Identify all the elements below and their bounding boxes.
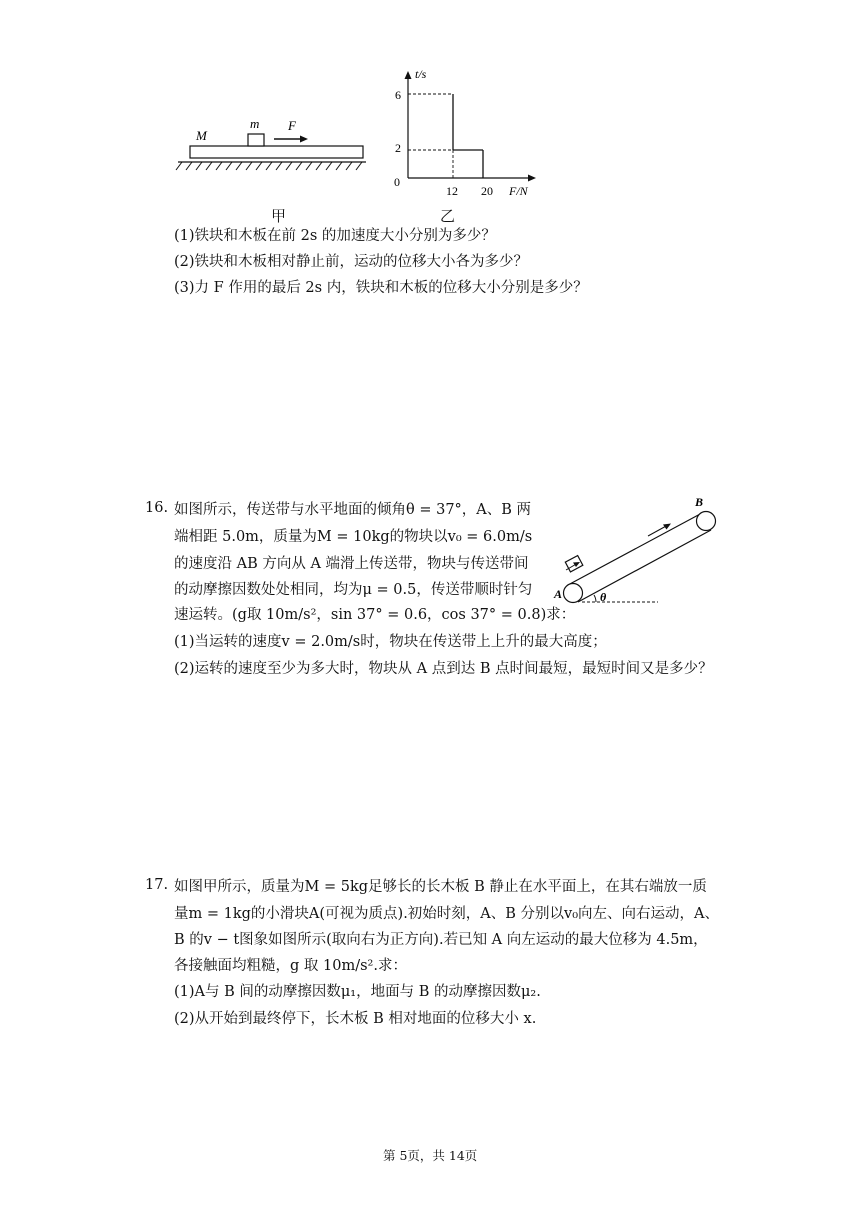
belt-bottom-edge	[578, 530, 711, 602]
label-M: M	[196, 128, 207, 143]
angle-arc	[594, 595, 596, 602]
label-theta: θ	[600, 590, 607, 604]
label-m: m	[250, 116, 260, 131]
label-A: A	[554, 587, 563, 601]
q17-line-4: 各接触面均粗糙，g 取 10m/s².求：	[174, 958, 407, 974]
label-F: F	[288, 118, 296, 133]
y-tick-6: 6	[395, 88, 401, 102]
ground-hatch	[176, 162, 362, 170]
x-tick-20: 20	[481, 184, 493, 198]
q16-line-5: 速运转。(g取 10m/s²，sin 37° = 0.6，cos 37° = 0.8)求：	[174, 607, 576, 623]
q16-line-4: 的动摩擦因数处处相同，均为μ = 0.5，传送带顺时针匀	[174, 582, 533, 598]
x-axis-arrow	[528, 175, 536, 182]
q16-part-2: (2)运转的速度至少为多大时，物块从 A 点到达 B 点时间最短，最短时间又是多少？	[174, 661, 713, 677]
y-tick-2: 2	[395, 141, 401, 155]
q16-line-1: 如图所示，传送带与水平地面的倾角θ = 37°，A、B 两	[174, 502, 532, 518]
page-footer: 第 5页，共 14页	[383, 1148, 478, 1163]
q16-line-3: 的速度沿 AB 方向从 A 端滑上传送带，物块与传送带间	[174, 556, 529, 572]
q17-line-1: 如图甲所示，质量为M = 5kg足够长的长木板 B 静止在水平面上，在其右端放一质	[174, 879, 707, 895]
caption-yi: 乙	[440, 207, 456, 225]
y-axis-arrow	[405, 71, 412, 79]
force-arrow-head	[300, 136, 308, 143]
q17-part-2: (2)从开始到最终停下，长木板 B 相对地面的位移大小 x.	[174, 1011, 537, 1027]
label-B: B	[695, 495, 704, 509]
conveyor-figure	[548, 490, 728, 615]
x-axis-label: F/N	[509, 184, 528, 198]
q15-part-1: (1)铁块和木板在前 2s 的加速度大小分别为多少？	[174, 228, 496, 244]
q16-part-1: (1)当运转的速度v = 2.0m/s时，物块在传送带上上升的最大高度；	[174, 634, 607, 650]
block-m	[248, 134, 264, 146]
caption-jia: 甲	[271, 207, 287, 225]
q16-number: 16.	[145, 500, 169, 516]
q17-part-1: (1)A与 B 间的动摩擦因数μ₁，地面与 B 的动摩擦因数μ₂.	[174, 984, 541, 1000]
q17-line-3: B 的v − t图象如图所示(取向右为正方向).若已知 A 向左运动的最大位移为 4.5m，	[174, 932, 708, 948]
q15-part-3: (3)力 F 作用的最后 2s 内，铁块和木板的位移大小分别是多少？	[174, 280, 588, 296]
q15-part-2: (2)铁块和木板相对静止前，运动的位移大小各为多少？	[174, 254, 529, 270]
figure-jia	[170, 110, 370, 178]
q17-line-2: 量m = 1kg的小滑块A(可视为质点).初始时刻，A、B 分别以v₀向左、向右运动，A、	[174, 906, 720, 922]
origin-label: 0	[394, 175, 400, 189]
q17-number: 17.	[145, 877, 169, 893]
figure-yi-chart	[380, 64, 550, 204]
pulley-B	[697, 512, 716, 531]
x-tick-12: 12	[446, 184, 458, 198]
q16-line-2: 端相距 5.0m，质量为M = 10kg的物块以v₀ = 6.0m/s	[174, 529, 533, 545]
y-axis-label: t/s	[415, 67, 427, 81]
belt-top-edge	[568, 513, 702, 585]
board-M	[190, 146, 363, 158]
pulley-A	[564, 584, 583, 603]
